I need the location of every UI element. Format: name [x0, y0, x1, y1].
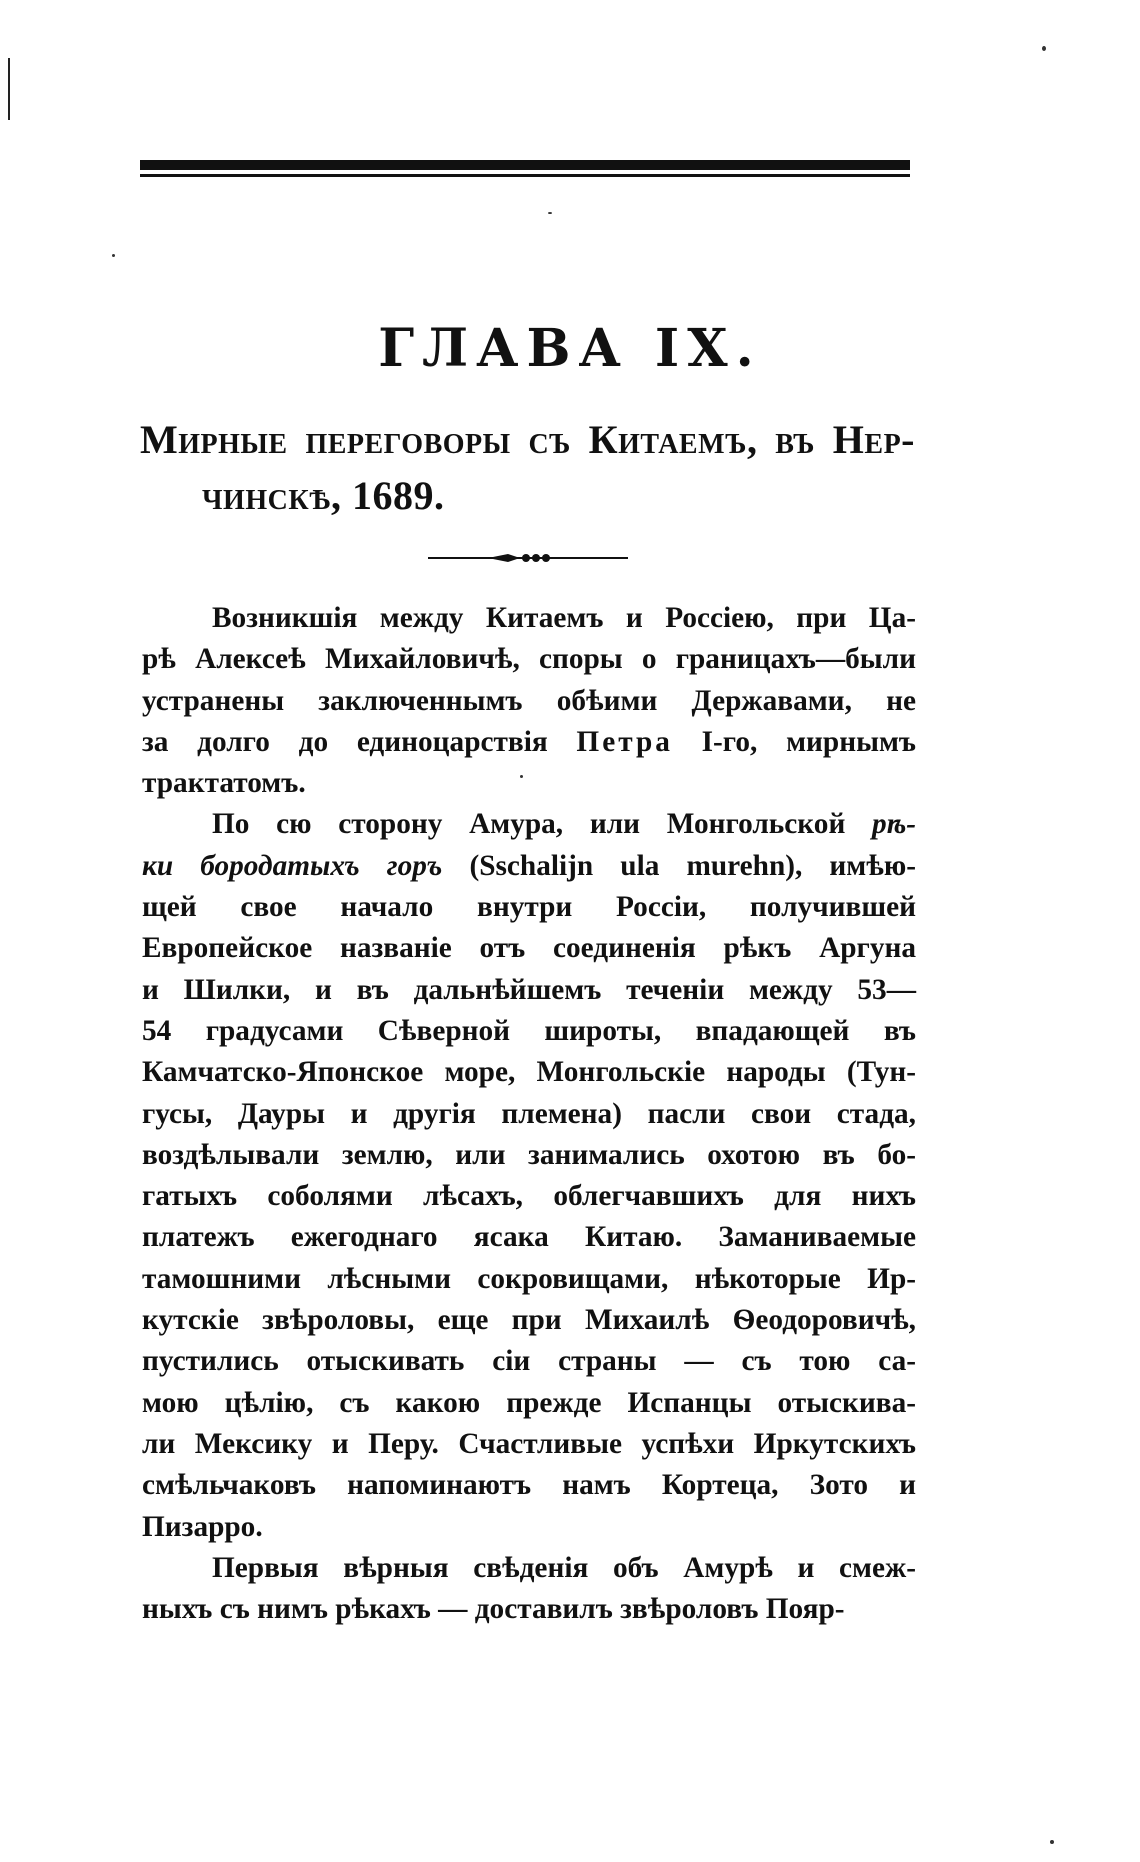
text-line: гусы, Дауры и другія племена) пасли свои стада,: [142, 1097, 916, 1130]
scan-speck: [1050, 1840, 1054, 1844]
text-line: [142, 722, 916, 763]
text-line: устранены заключеннымъ обѣими Державами, не: [142, 684, 916, 717]
text-line: платежъ ежегоднаго ясака Китаю. Заманиваемые: [142, 1221, 916, 1254]
spaced-name: Петра: [576, 725, 673, 758]
scan-speck: [520, 775, 523, 778]
header-rule-thin: [140, 174, 910, 177]
subtitle-line-2: чинскѣ, 1689.: [202, 473, 445, 518]
text-line: трактатомъ.: [142, 767, 306, 800]
chapter-title: ГЛАВА IX.: [378, 318, 762, 379]
text-line: мою цѣлію, съ какою прежде Испанцы отыскива-: [142, 1386, 916, 1419]
text-line: Пизарро.: [142, 1510, 263, 1543]
body-text: [142, 598, 916, 1630]
text-segment: за долго до единоцарствія: [142, 725, 577, 758]
header-rule-thick: [140, 160, 910, 170]
text-line: 54 градусами Сѣверной широты, впадающей въ: [142, 1014, 916, 1047]
text-line: пустились отыскивать сіи страны — съ тою са-: [142, 1345, 916, 1378]
text-line: тамошними лѣсными сокровищами, нѣкоторые Ир-: [142, 1262, 916, 1295]
scan-speck: [548, 212, 552, 214]
chapter-subtitle: [140, 412, 915, 524]
text-line: щей свое начало внутри Россіи, получившей: [142, 891, 916, 924]
text-line: [142, 846, 916, 887]
ornament-divider: [428, 552, 628, 564]
text-line: ныхъ съ нимъ рѣкахъ — доставилъ звѣроловъ Пояр-: [142, 1593, 845, 1626]
text-line: Камчатско-Японское море, Монгольскіе народы (Тун-: [142, 1056, 916, 1089]
text-line: ли Мексику и Перу. Счастливые успѣхи Иркутскихъ: [142, 1427, 916, 1460]
subtitle-line-1: Мирные переговоры съ Китаемъ, въ Нер-: [140, 417, 915, 462]
text-line: кутскіе звѣроловы, еще при Михаилѣ Ѳеодоровичѣ,: [142, 1304, 916, 1337]
text-line: гатыхъ соболями лѣсахъ, облегчавшихъ для нихъ: [142, 1180, 916, 1213]
text-line: рѣ Алексеѣ Михайловичѣ, споры о границахъ—были: [142, 643, 916, 676]
scan-speck: [1042, 46, 1046, 51]
text-segment: По сю сторону Амура, или Монгольской: [212, 808, 873, 841]
text-line: Первыя вѣрныя свѣденія объ Амурѣ и смеж-: [212, 1551, 916, 1584]
header-rule: [140, 160, 910, 177]
text-line: и Шилки, и въ дальнѣйшемъ теченіи между 53—: [142, 973, 916, 1006]
text-line: Возникшія между Китаемъ и Россіею, при Ца-: [212, 602, 916, 634]
text-segment: I-го, мирнымъ: [672, 725, 916, 758]
text-line: [142, 804, 916, 845]
text-segment: (Sschalijn ula murehn), имѣю-: [442, 849, 916, 882]
text-line: смѣльчаковъ напоминаютъ намъ Кортеца, Зото и: [142, 1469, 916, 1502]
italic-text: рѣ-: [872, 808, 916, 841]
text-line: Европейское названіе отъ соединенія рѣкъ Аргуна: [142, 932, 916, 965]
text-line: воздѣлывали землю, или занимались охотою въ бо-: [142, 1138, 916, 1171]
italic-text: ки бородатыхъ горъ: [142, 849, 443, 882]
margin-scan-mark: [8, 58, 10, 120]
scan-speck: [112, 254, 115, 257]
